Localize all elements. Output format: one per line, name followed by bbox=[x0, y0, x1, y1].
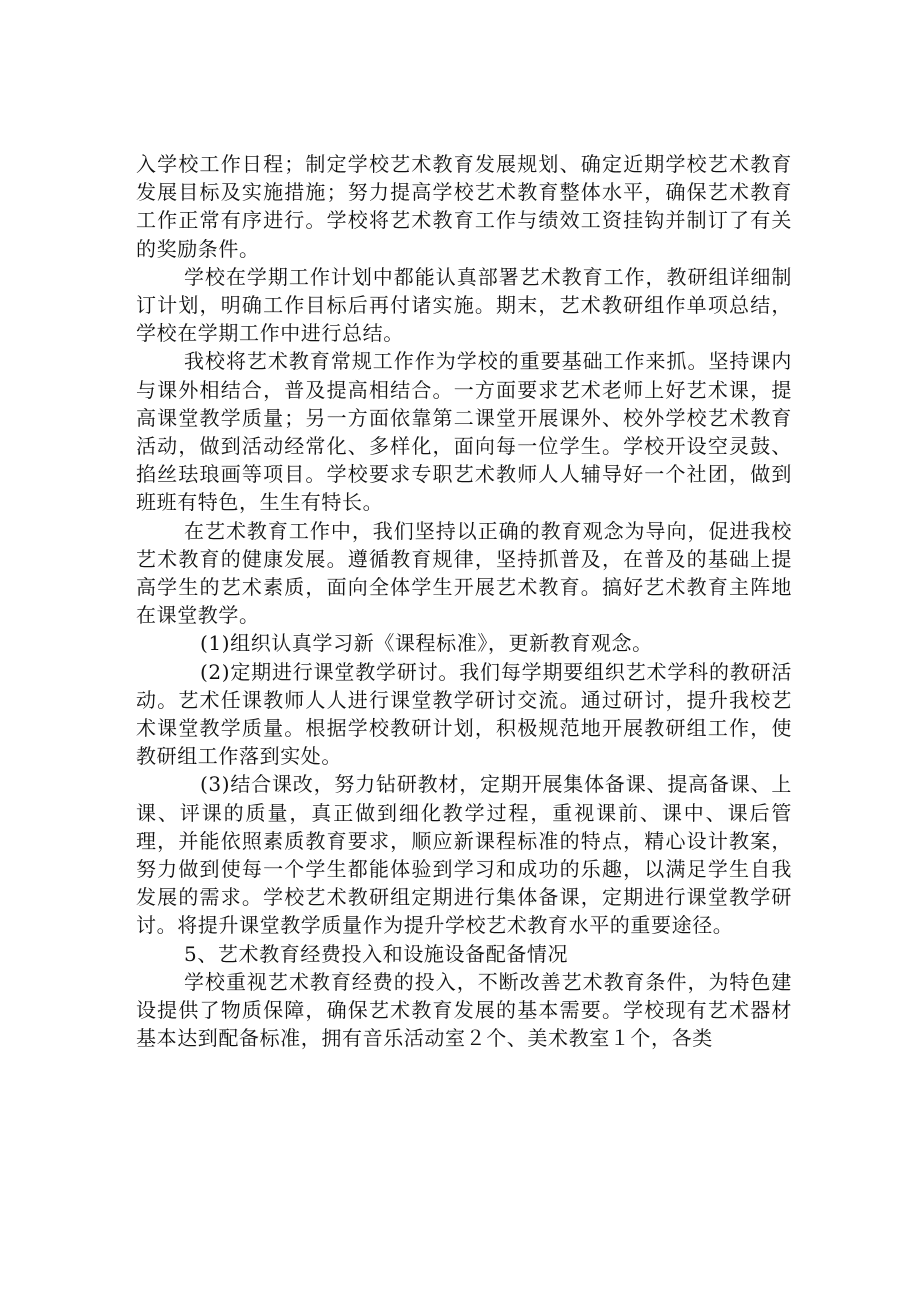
paragraph-teaching-concept: 在艺术教育工作中，我们坚持以正确的教育观念为导向，促进我校艺术教育的健康发展。遵循教育规律，坚持抓普及，在普及的基础上提高学生的艺术素质，面向全体学生开展艺术教育。搞好艺术教育主阵地在课堂教学。 bbox=[136, 518, 792, 628]
paragraph-item-2: (2)定期进行课堂教学研讨。我们每学期要组织艺术学科的教研活动。艺术任课教师人人进行课堂教学研讨交流。通过研讨，提升我校艺术课堂教学质量。根据学校教研计划，积极规范地开展教研组工作，使教研组工作落到实处。 bbox=[136, 659, 792, 769]
paragraph-continuation: 入学校工作日程；制定学校艺术教育发展规划、确定近期学校艺术教育发展目标及实施措施；努力提高学校艺术教育整体水平，确保艺术教育工作正常有序进行。学校将艺术教育工作与绩效工资挂钩并制订了有关的奖励条件。 bbox=[136, 152, 792, 261]
document-body bbox=[136, 150, 792, 1053]
paragraph-routine-work: 我校将艺术教育常规工作作为学校的重要基础工作来抓。坚持课内与课外相结合，普及提高相结合。一方面要求艺术老师上好艺术课，提高课堂教学质量；另一方面依靠第二课堂开展课外、校外学校艺术教育活动，做到活动经常化、多样化，面向每一位学生。学校开设空灵鼓、掐丝珐琅画等项目。学校要求专职艺术教师人人辅导好一个社团，做到班班有特色，生生有特长。 bbox=[136, 349, 792, 515]
paragraph-work-plan: 学校在学期工作计划中都能认真部署艺术教育工作，教研组详细制订计划，明确工作目标后再付诸实施。期末，艺术教研组作单项总结，学校在学期工作中进行总结。 bbox=[136, 264, 792, 346]
paragraph-funding: 学校重视艺术教育经费的投入，不断改善艺术教育条件，为特色建设提供了物质保障，确保艺术教育发展的基本需要。学校现有艺术器材基本达到配备标准，拥有音乐活动室２个、美术教室１个，各类 bbox=[136, 969, 792, 1051]
paragraph-item-3: (3)结合课改，努力钻研教材，定期开展集体备课、提高备课、上课、评课的质量，真正做到细化教学过程，重视课前、课中、课后管理，并能依照素质教育要求，顺应新课程标准的特点，精心设计教案，努力做到使每一个学生都能体验到学习和成功的乐趣，以满足学生自我发展的需求。学校艺术教研组定期进行集体备课，定期进行课堂教学研讨。将提升课堂教学质量作为提升学校艺术教育水平的重要途径。 bbox=[136, 772, 792, 938]
section-heading-5: 5、艺术教育经费投入和设施设备配备情况 bbox=[184, 941, 569, 966]
paragraph-item-1: (1)组织认真学习新《课程标准》，更新教育观念。 bbox=[200, 631, 653, 656]
